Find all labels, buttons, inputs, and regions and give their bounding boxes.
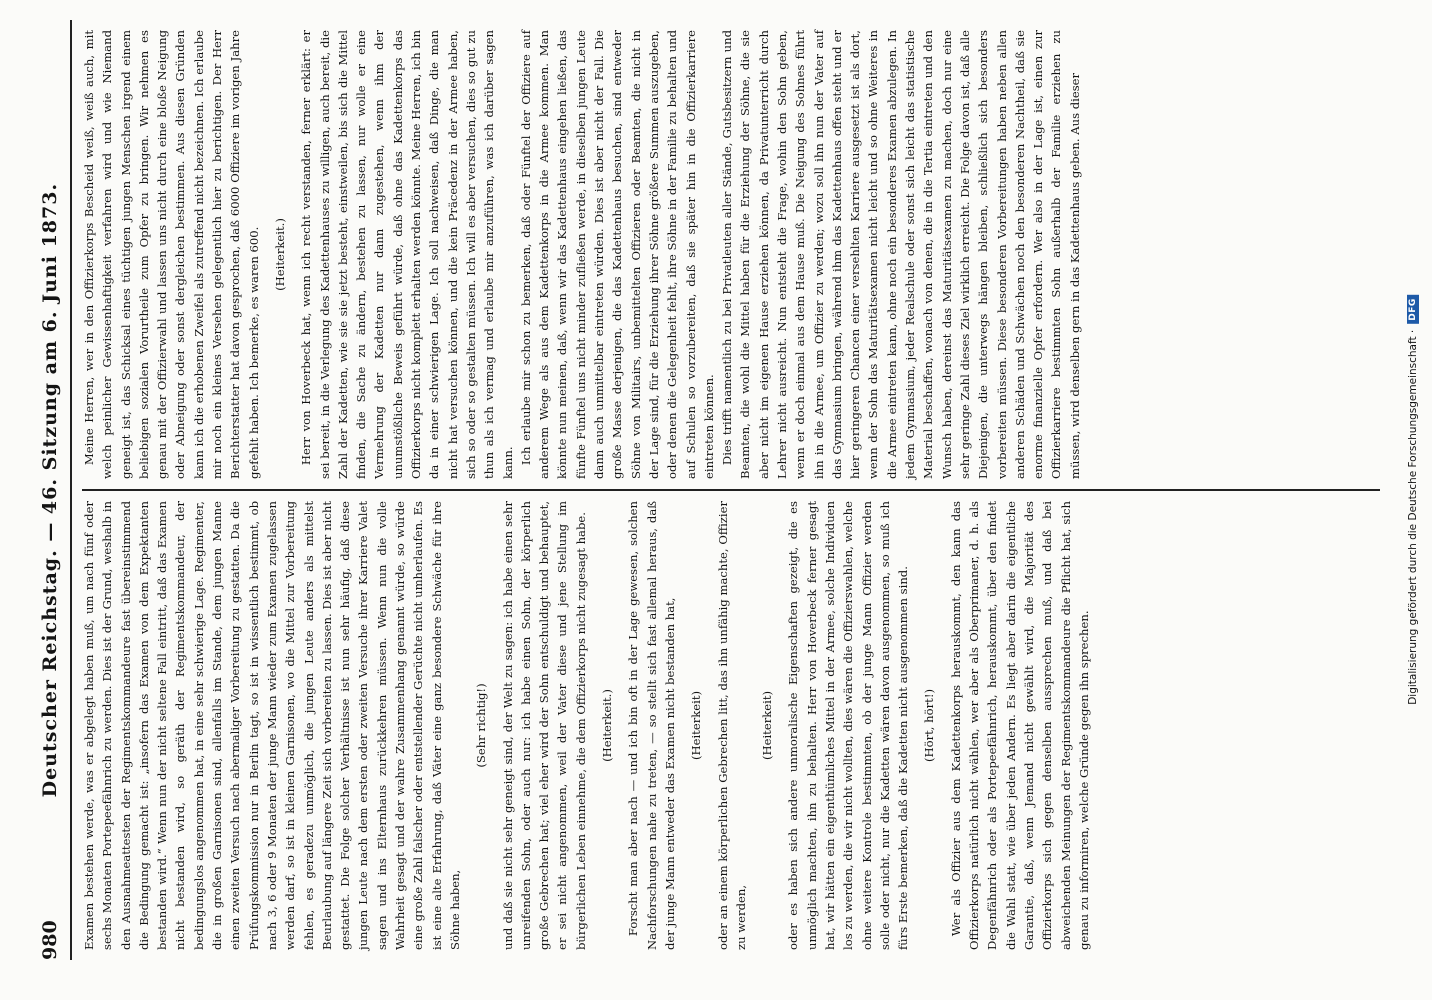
paragraph: Wer als Offizier aus dem Kadettenkorps herauskommt, den kann das Offizierkorps natürlich nicht wählen, wer aber als Oberprimaner, d. h. als Degenfähnrich oder als Portepeefähnrich, herauskommt, über den findet die Wahl statt, wie über jeden Andern. Es liegt aber darin die eigentliche Garantie, daß, wenn Jemand nicht gewählt wird, die Majorität des Offizierkorps sich gegen denselben aussprechen muß, und daß bei abweichenden Meinungen der Regimentskommandeure die Pflicht hat, sich genau zu informiren, welche Gründe gegen ihn sprechen. xyxy=(948,501,1091,950)
right-column xyxy=(80,20,1380,489)
interjection: (Heiterkeit) xyxy=(689,690,704,761)
paragraph: Meine Herren, wer in den Offizierkorps Bescheid weiß, weiß auch, mit welch peinlicher Gewissenhaftigkeit verfahren wird und wie Niemand geneigt ist, das Schicksal eines tüchtigen jungen Menschen irgend einem beliebigen sozialen Vorurtheile zum Opfer zu bringen. Wir nehmen es genau mit der Offizierwahl und lassen uns nicht durch eine bloße Neigung oder Abneigung oder sonst dergleichen bestimmen. Aus diesen Gründen kann ich die erhobenen Zweifel als zutreffend nicht bezeichnen. Ich erlaube mir noch ein kleines Versehen gelegentlich hier zu berichtigen. Der Herr Berichterstatter hat davon gesprochen, daß 6000 Offiziere im vorigen Jahre gefehlt haben. Ich bemerke, es waren 600. xyxy=(82,30,261,479)
paragraph: Forscht man aber nach — und ich bin oft in der Lage gewesen, solchen Nachforschungen nahe zu treten, — so stellt sich fast allemal heraus, daß der junge Mann entweder das Examen nicht bestanden hat, xyxy=(626,501,677,950)
interjection: (Heiterkeit) xyxy=(760,690,775,761)
paragraph: Examen bestehen werde, was er abgelegt haben muß, um nach fünf oder sechs Monaten Portepeefähnrich zu werden. Dies ist der Grund, weshalb in den Ausnahmeattesten der Regimentskommandeure fast übereinstimmend die Bedingung gemacht ist: „insofern das Examen von dem Expektanten bestanden wird.“ Wenn nun der nicht seltene Fall eintritt, daß das Examen nicht bestanden wird, so geräth der Regimentskommandeur, der bedingungslos angenommen hat, in eine sehr schwierige Lage. Regimenter, die in großen Garnisonen sind, allenfalls im Stande, dem jungen Manne einen zweiten Versuch nach abermaliger Vorbereitung zu gestatten. Da die Prüfungskommission nur in Berlin tagt, so ist in wissentlich bestimmt, ob nach 3, 6 oder 9 Monaten der junge Mann wieder zum Examen zugelassen werden darf, so ist in kleinen Garnisonen, wo die Mittel zur Vorbereitung fehlen, es geradezu unmöglich, die jungen Leute anders als mittelst Beurlaubung auf längere Zeit sich vorbereiten zu lassen. Dies ist aber nicht gestattet. Die Folge solcher Verhältnisse ist nun sehr häufig, daß diese jungen Leute nach dem ersten oder zweiten Versuche ihrer Karriere Valet sagen und ins Elternhaus zurückkehren müssen. Wenn nun die volle Wahrheit gesagt und der wahre Zusammenhang genannt würde, so würde eine große Zahl falscher oder entstellender Gerüchte nicht umherlaufen. Es ist eine alte Erfahrung, daß Väter eine ganz besondere Schwäche für ihre Söhne haben, xyxy=(82,501,462,950)
paragraph: und daß sie nicht sehr geneigt sind, der Welt zu sagen: ich habe einen sehr unreifenden Sohn, oder auch nur: ich habe einen Sohn, der körperlich große Gebrechen hat; viel eher wird der Sohn entschuldigt und behauptet, er sei nicht angenommen, weil der Vater diese und jene Stellung im bürgerlichen Leben einnehme, die dem Offizierkorps nicht zugesagt habe. xyxy=(500,501,588,950)
interjection: (Heiterkeit.) xyxy=(600,689,615,762)
credit-text: Digitalisierung gefördert durch die Deutsche Forschungsgemeinschaft · xyxy=(1407,329,1419,705)
paragraph: Herr von Hoverbeck hat, wenn ich recht verstanden, ferner erklärt: er sei bereit, in die Verlegung des Kadettenhauses zu willigen, auch bereit, die Zahl der Kadetten, wie sie sie jetzt besteht, einstweilen, bis sich die Mittel finden, die Sache zu ändern, bestehen zu lassen, nur wolle er eine Vermehrung der Kadetten nur dann zugestehen, wenn ihm der unumstößliche Beweis geführt würde, daß ohne das Kadettenkorps das Offizierkorps nicht komplett erhalten werden könnte. Meine Herren, ich bin da in einer schwierigen Lage. Ich soll nachweisen, daß Dinge, die man nicht hat versuchen können, und die kein Präcedenz in der Armee haben, sich so oder so gestalten müssen. Ich will es aber versuchen, dies so gut zu thun als ich vermag und erlaube mir anzuführen, was ich darüber sagen kann. xyxy=(299,30,515,479)
page-header xyxy=(30,20,72,960)
interjection: (Sehr richtig!) xyxy=(474,683,489,768)
digitization-credit xyxy=(1407,295,1419,705)
paragraph: oder an einem körperlichen Gebrechen litt, das ihn unfähig machte, Offizier zu werden, xyxy=(715,501,748,950)
running-title: Deutscher Reichstag. — 46. Sitzung am 6. Juni 1873. xyxy=(39,182,61,798)
column-divider xyxy=(82,489,1380,491)
interjection: (Hört, hört!) xyxy=(922,688,937,763)
left-column xyxy=(80,491,1380,960)
paragraph: Dies trifft namentlich zu bei Privatleuten aller Stände, Gutsbesitzern und Beamten, die wohl die Mittel haben für die Erziehung der Söhne, die sie aber nicht im eigenen Hause erziehen können, da Privatunterricht durch Lehrer nicht ausreicht. Nun entsteht die Frage, wohin den Sohn geben, wenn er doch einmal aus dem Hause muß. Die Neigung des Sohnes führt ihn in die Armee, um Offizier zu werden; wozu soll ihn nun der Vater auf das Gymnasium bringen, während ihm das Kadettenhaus offen steht und er hier geringeren Chancen einer versehlten Karriere ausgesetzt ist als dort, wenn der Sohn das Maturitätsexamen nicht leicht und so ohne Weiteres in die Armee eintreten kann, ohne noch ein besonderes Examen abzulegen. In jedem Gymnasium, jeder Realschule oder sonst sich leicht das statistische Material beschaffen, wonach von denen, die in die Tertia eintreten und den Wunsch haben, dereinst das Maturitätsexamen zu machen, doch nur eine sehr geringe Zahl dieses Ziel wirklich erreicht. Die Folge davon ist, daß alle Diejenigen, die unterwegs hängen bleiben, schließlich sich besonders vorbereiten müssen. Diese besonderen Vorbereitungen haben neben allen anderen Schäden und Schwächen noch den besonderen Nachtheil, daß sie enorme finanzielle Opfer erfordern. Wer also in der Lage ist, einen zur Offizierkarriere bestimmten Sohn außerhalb der Familie erziehen zu müssen, wird denselben gern in das Kadettenhaus geben. Aus dieser xyxy=(720,30,1082,479)
paragraph: oder es haben sich andere unmoralische Eigenschaften gezeigt, die es unmöglich machten, ihn zu behalten. Herr von Hoverbeck ferner gesagt hat, wir hätten ein eigenthümliches Mittel in der Armee, solche Individuen los zu werden, die wir nicht wollten, dies wären die Offizierswahlen, welche ohne weitere Kontrole bestimmten, ob der junge Mann Offizier werden solle oder nicht, nur die Kadetten wären davon ausgenommen, so muß ich fürs Erste bemerken, daß die Kadetten nicht ausgenommen sind. xyxy=(786,501,911,950)
dfg-logo: DFG xyxy=(1407,295,1419,324)
paragraph: Ich erlaube mir schon zu bemerken, daß oder Fünftel der Offiziere auf anderem Wege als aus dem Kadettenkorps in die Armee kommen. Man könnte nun meinen, daß, wenn wir das Kadettenhaus eingehen ließen, das fünfte Fünftel uns nicht minder zufließen werde, in dieselben jungen Leute dann auch unmittelbar eintreten würden. Dies ist aber nicht der Fall. Die große Masse derjenigen, die das Kadettenhaus besuchen, sind entweder Söhne von Militairs, unbemittelten Offizieren oder Beamten, die nicht in der Lage sind, für die Erziehung ihrer Söhne größere Summen auszugeben, oder denen die Gelegenheit fehlt, ihre Söhne in der Familie zu behalten und auf Schulen so vorzubereiten, daß sie später hin in die Offizierkarriere eintreten können. xyxy=(518,30,716,479)
interjection: (Heiterkeit.) xyxy=(272,218,287,291)
text-columns xyxy=(80,20,1380,960)
page-number: 980 xyxy=(39,920,61,960)
